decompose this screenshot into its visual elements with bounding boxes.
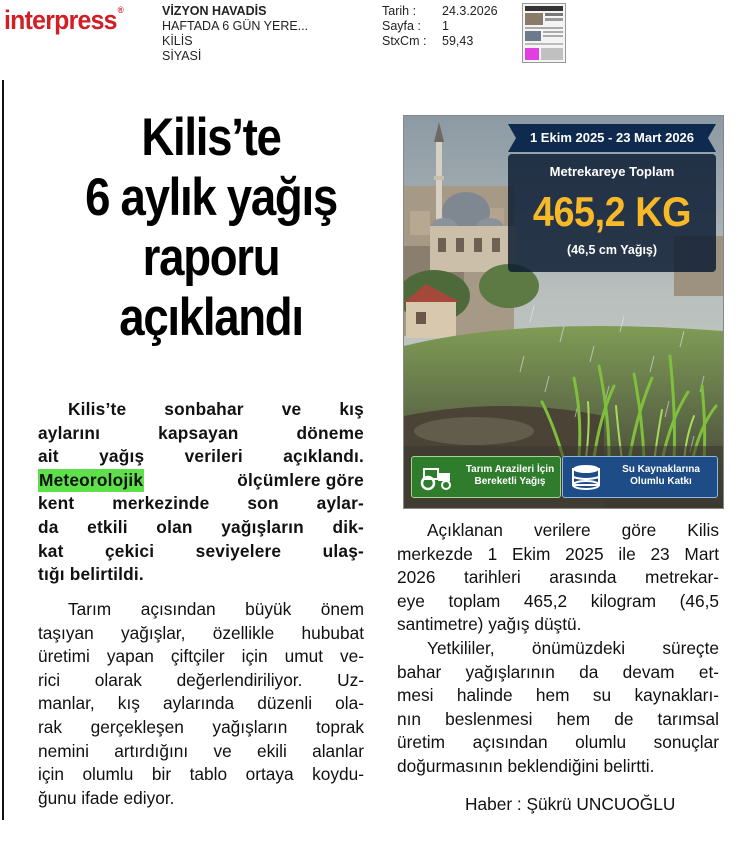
farm-badge <box>411 456 561 498</box>
highlighted-term: Meteorolojik <box>38 469 144 493</box>
size-value: 59,43 <box>442 34 474 48</box>
lead-line: tığı belirtildi. <box>38 564 144 585</box>
page-thumbnail[interactable] <box>522 3 566 63</box>
text-line: nemini artırdığını ve ekili alanlar <box>38 740 364 761</box>
article-lead <box>38 398 364 587</box>
date-value: 24.3.2026 <box>442 4 498 18</box>
headline-line: raporu <box>142 228 280 287</box>
stat-subtitle: (46,5 cm Yağış) <box>566 243 658 257</box>
water-badge-line: Olumlu Katkı <box>630 476 692 487</box>
text-line: eye toplam 465,2 kilogram (46,5 <box>397 590 719 611</box>
publication-section: SİYASİ <box>162 49 202 63</box>
clip-meta-labels <box>382 4 426 49</box>
clip-meta-values <box>442 4 498 49</box>
interpress-logo: interpress® <box>4 5 124 35</box>
article-headline <box>61 108 362 348</box>
text-line: taşıyan yağışlar, özellikle hububat <box>38 622 364 643</box>
text-line: ğunu ifade ediyor. <box>38 787 175 808</box>
water-badge-line: Su Kaynaklarına <box>622 464 700 475</box>
tractor-icon <box>418 463 454 491</box>
lead-line: ait yağış verileri açıklandı. <box>38 446 364 467</box>
stat-label: Metrekareye Toplam <box>549 164 675 179</box>
date-range <box>508 124 716 152</box>
text-line: manlar, kış aylarında düzenli ola- <box>38 693 364 714</box>
water-tank-icon <box>569 463 603 491</box>
date-range-text: 1 Ekim 2025 - 23 Mart 2026 <box>529 130 695 145</box>
publication-info <box>162 4 308 64</box>
lead-line: da etkili olan yağışların dik- <box>38 516 364 537</box>
text-line: doğurmasının beklendiğini belirtti. <box>397 755 655 776</box>
article-paragraph-1 <box>38 598 364 810</box>
text-line: bahar yağışlarının da devam et- <box>397 661 719 682</box>
text-line: rak gerçekleşen yağışların toprak <box>38 716 364 737</box>
text-line: santimetre) yağış düştü. <box>397 614 582 635</box>
farm-badge-line: Tarım Arazileri İçin <box>465 464 555 475</box>
lead-line: kat çekici seviyelere ulaş- <box>38 540 364 561</box>
publication-city: KİLİS <box>162 34 193 48</box>
publication-name: VİZYON HAVADİS <box>162 4 267 18</box>
text-line: üretim açısından olumlu sonuçlar <box>397 732 719 753</box>
water-badge <box>562 456 718 498</box>
text-line: üretimi yapan çiftçiler için umut ve- <box>38 646 364 667</box>
text-line: Yetkililer, önümüzdeki süreçte <box>427 637 719 658</box>
text-line: merkezde 1 Ekim 2025 ile 23 Mart <box>397 543 719 564</box>
stat-value: 465,2 KG <box>532 188 692 235</box>
article-byline: Haber : Şükrü UNCUOĞLU <box>465 794 676 814</box>
lead-line: kent merkezinde son aylar- <box>38 493 364 514</box>
farm-badge-text <box>460 464 560 488</box>
lead-line: aylarını kapsayan döneme <box>38 422 364 443</box>
size-label: StxCm : <box>382 34 427 48</box>
text-line: mesi halinde hem su kaynakları- <box>397 685 719 706</box>
page-label: Sayfa : <box>382 19 421 33</box>
text-line: Açıklanan verilere göre Kilis <box>427 520 719 540</box>
rainfall-stat-panel <box>508 154 716 272</box>
lead-line <box>38 469 364 493</box>
article-paragraph-2 <box>397 519 719 779</box>
lead-line-rest: ölçümlere göre <box>232 469 364 490</box>
water-badge-text <box>607 464 715 488</box>
farm-badge-line: Bereketli Yağış <box>474 476 546 487</box>
lead-line: Kilis’te sonbahar ve kış <box>68 399 364 419</box>
headline-line: 6 aylık yağış <box>85 168 337 227</box>
text-line: rici olarak değerlendiriliyor. Uz- <box>38 669 364 690</box>
column-rule <box>2 80 4 820</box>
text-line: 2026 tarihleri arasında metrekar- <box>397 567 719 588</box>
date-label: Tarih : <box>382 4 417 18</box>
publication-frequency: HAFTADA 6 GÜN YERE... <box>162 19 309 33</box>
headline-line: açıklandı <box>119 288 303 347</box>
page-value: 1 <box>442 19 449 33</box>
text-line: Tarım açısından büyük önem <box>68 599 364 619</box>
headline-line: Kilis’te <box>141 108 281 167</box>
text-line: için olumlu bir tablo ortaya koydu- <box>38 764 364 785</box>
text-line: nın beslenmesi hem de tarımsal <box>397 708 719 729</box>
